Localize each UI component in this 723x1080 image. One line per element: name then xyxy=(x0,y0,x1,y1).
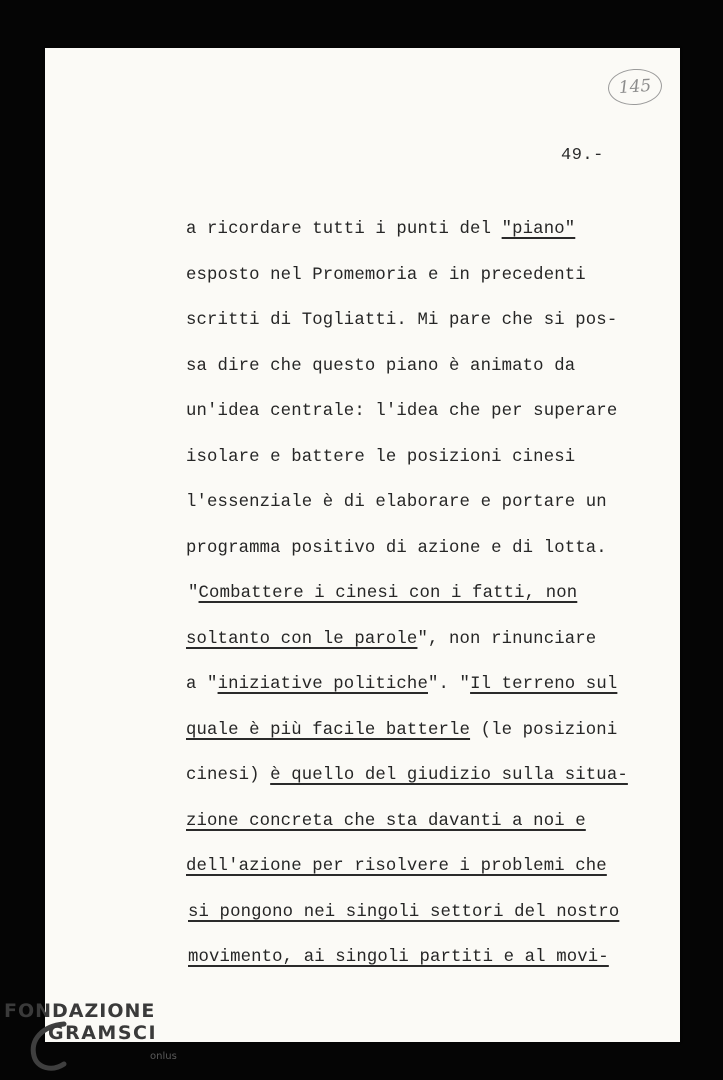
text-line xyxy=(186,216,575,244)
watermark-subtitle: GRAMSCI xyxy=(48,1022,158,1044)
text-segment: a ricordare tutti i punti del xyxy=(186,220,502,239)
text-segment: " xyxy=(188,584,199,603)
text-segment: ", non rinunciare xyxy=(417,629,597,649)
text-segment: (le posizioni xyxy=(470,720,618,740)
text-segment: sa dire che questo piano è animato da xyxy=(186,356,576,376)
underlined-segment: zione concreta che sta davanti a noi e xyxy=(186,811,586,831)
text-segment: a " xyxy=(186,675,218,694)
watermark-title: FONDAZIONE xyxy=(4,1000,156,1022)
text-line xyxy=(186,671,617,699)
text-segment: cinesi) xyxy=(186,766,271,785)
underlined-segment: quale è più facile batterle xyxy=(186,720,471,740)
text-line xyxy=(186,444,575,472)
text-segment: ". " xyxy=(427,675,471,694)
underlined-segment: dell'azione per risolvere i problemi che xyxy=(186,857,607,876)
text-line xyxy=(186,535,607,563)
underlined-segment: movimento, ai singoli partiti e al movi- xyxy=(188,948,609,967)
text-line xyxy=(188,580,577,608)
foundation-watermark xyxy=(4,1000,194,1075)
text-line xyxy=(188,899,619,927)
text-line xyxy=(186,808,586,836)
text-line xyxy=(186,353,575,381)
watermark-suffix: onlus xyxy=(150,1051,177,1062)
text-segment: un'idea centrale: l'idea che per superare xyxy=(186,402,618,421)
text-segment: scritti di Togliatti. Mi pare che si pos- xyxy=(186,311,618,330)
underlined-segment: è quello del giudizio sulla situa- xyxy=(270,766,628,785)
underlined-segment: si pongono nei singoli settori del nostro xyxy=(188,902,620,922)
text-line xyxy=(186,489,607,517)
text-line xyxy=(186,717,617,745)
text-line xyxy=(186,262,586,290)
text-line xyxy=(188,944,609,972)
page-number: 49.- xyxy=(561,146,604,165)
text-segment: l'essenziale è di elaborare e portare un xyxy=(186,493,607,512)
underlined-segment: Combattere i cinesi con i fatti, non xyxy=(198,584,578,603)
text-line xyxy=(186,762,628,790)
text-line xyxy=(186,853,607,881)
text-line xyxy=(186,398,617,426)
underlined-segment: "piano" xyxy=(501,220,576,239)
underlined-segment: iniziative politiche xyxy=(217,675,428,694)
text-segment: esposto nel Promemoria e in precedenti xyxy=(186,265,586,285)
text-line xyxy=(186,626,596,654)
text-segment: programma positivo di azione e di lotta. xyxy=(186,538,607,558)
underlined-segment: soltanto con le parole xyxy=(186,629,418,649)
text-line xyxy=(186,307,617,335)
archive-number-stamp: 145 xyxy=(607,67,663,107)
underlined-segment: Il terreno sul xyxy=(470,675,618,694)
text-segment: isolare e battere le posizioni cinesi xyxy=(186,447,576,467)
